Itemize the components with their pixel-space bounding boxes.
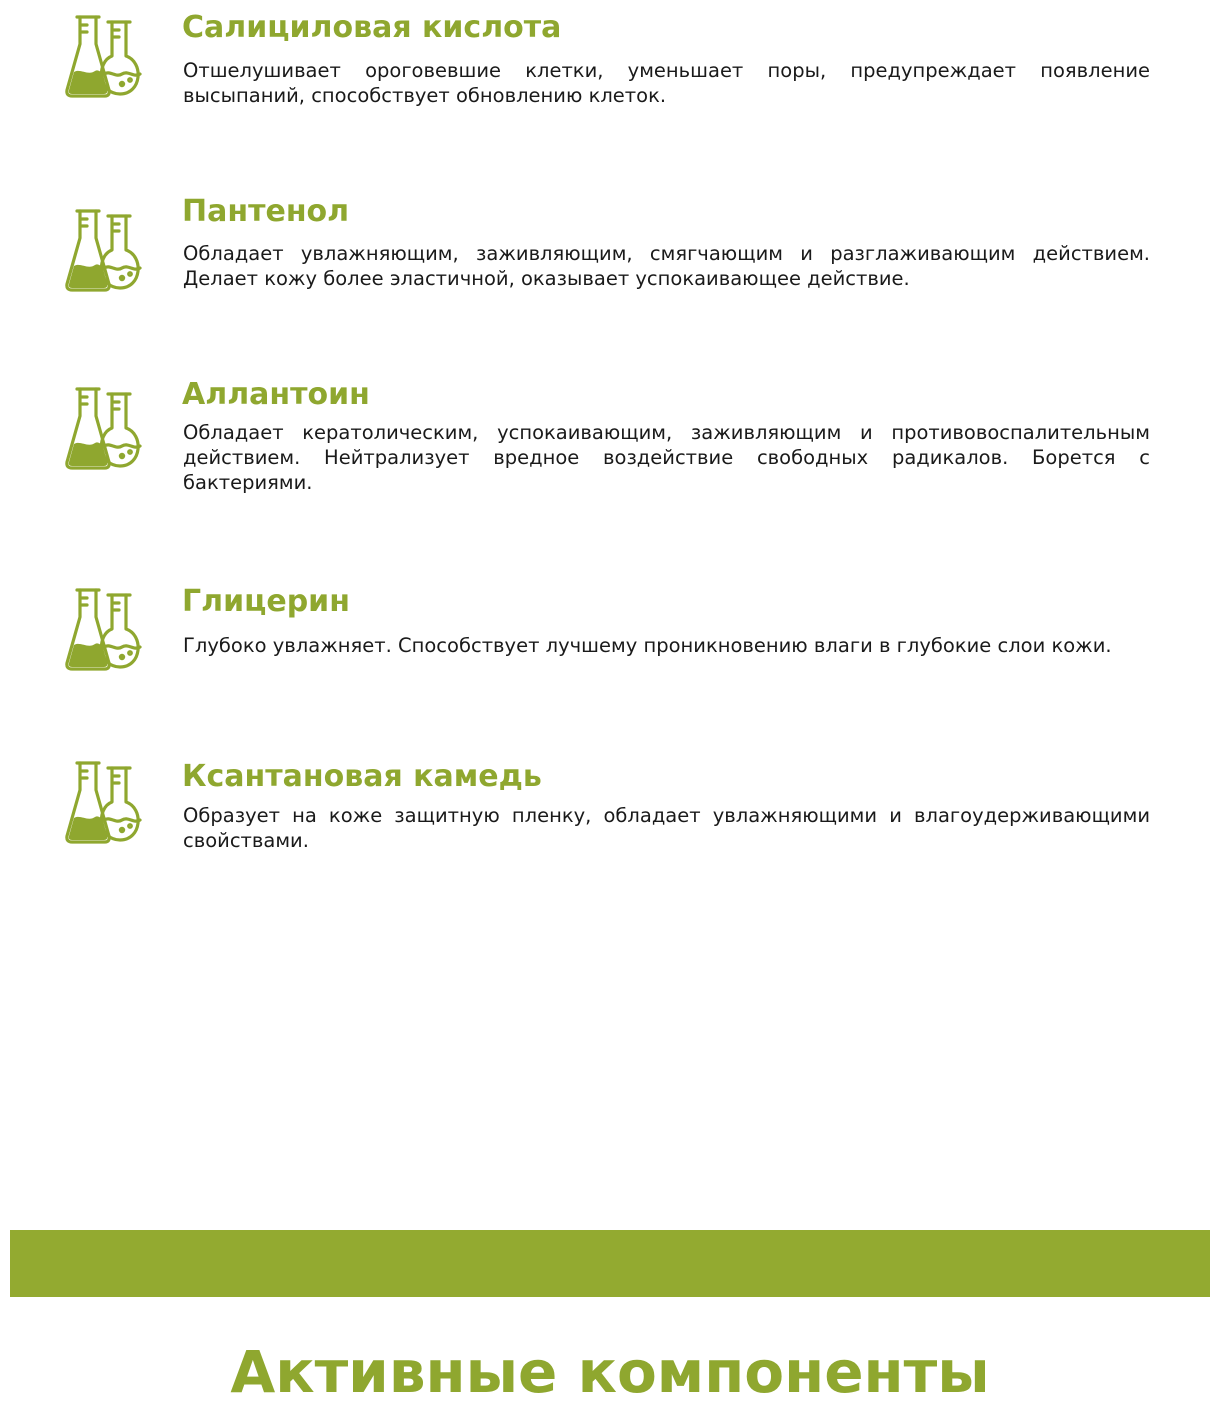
ingredient-title: Глицерин: [182, 584, 350, 619]
ingredient-title: Аллантоин: [182, 377, 370, 412]
ingredient-description: Обладает кератолическим, успокаивающим, заживляющим и противовоспалительным действием. Нейтрализует вредное воздействие свободных радикалов. Борется с бактериями.: [183, 421, 1150, 494]
ingredient-description: Отшелушивает ороговевшие клетки, уменьшает поры, предупреждает появление высыпаний, способствует обновлению клеток.: [183, 59, 1150, 107]
lab-flasks-icon: [64, 206, 152, 298]
ingredient-description: Образует на коже защитную пленку, обладает увлажняющими и влагоудерживающими свойствами.: [183, 804, 1150, 852]
accent-band: [10, 1230, 1210, 1297]
ingredient-description: Глубоко увлажняет. Способствует лучшему проникновению влаги в глубокие слои кожи.: [183, 634, 1112, 657]
ingredient-title: Салициловая кислота: [182, 10, 562, 45]
section-title: Активные компоненты: [230, 1338, 990, 1406]
ingredient-title: Пантенол: [182, 194, 350, 229]
lab-flasks-icon: [64, 758, 152, 850]
ingredient-description: Обладает увлажняющим, заживляющим, смягчающим и разглаживающим действием. Делает кожу более эластичной, оказывает успокаивающее действие.: [183, 242, 1150, 290]
lab-flasks-icon: [64, 12, 152, 104]
lab-flasks-icon: [64, 384, 152, 476]
ingredient-title: Ксантановая камедь: [182, 759, 542, 794]
lab-flasks-icon: [64, 585, 152, 677]
